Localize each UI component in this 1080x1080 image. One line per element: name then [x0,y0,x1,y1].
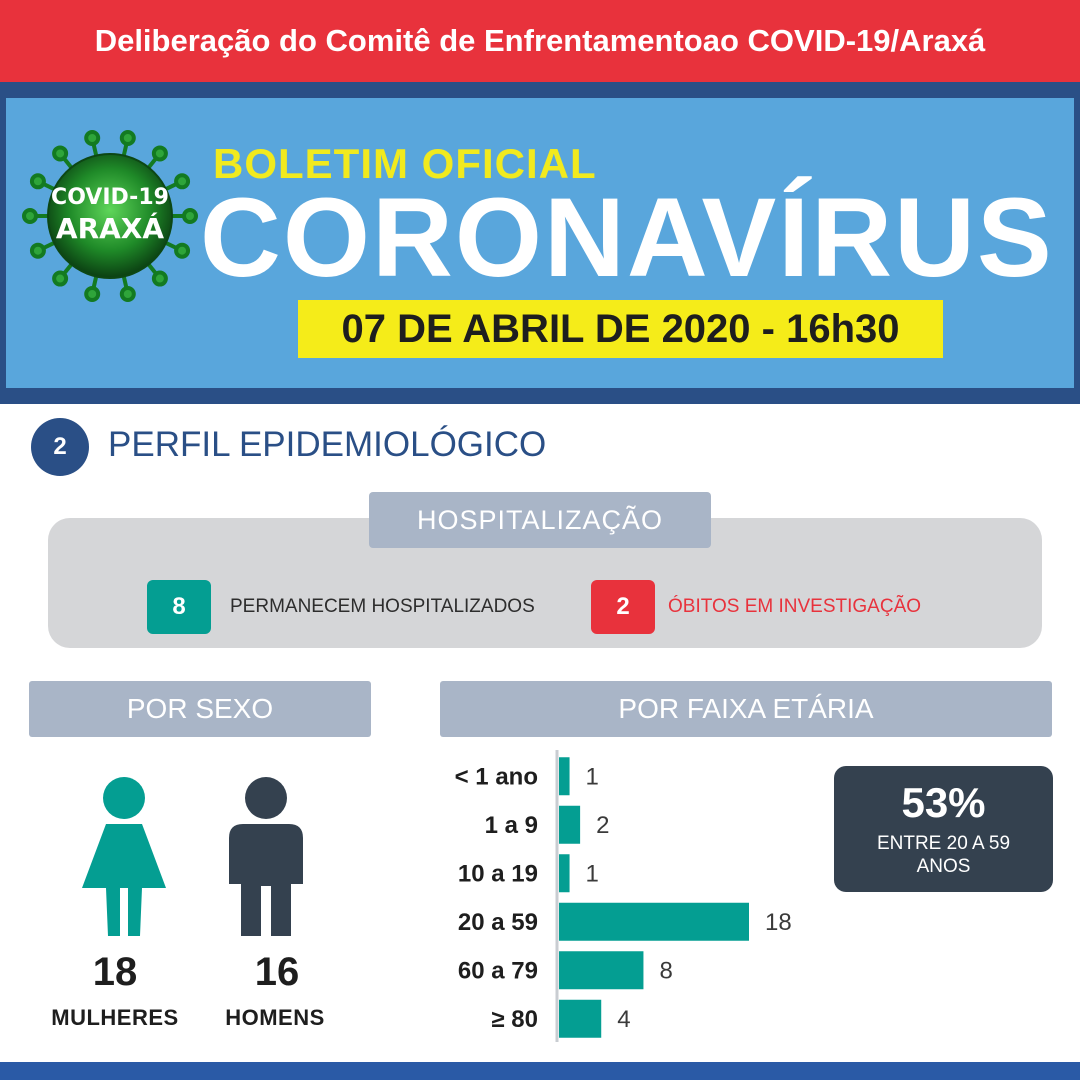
woman-icon [80,776,168,936]
bulletin-subtitle: BOLETIM OFICIAL [213,140,597,187]
age-value-label: 8 [659,957,673,985]
age-category-label: 10 a 19 [457,860,538,888]
badge-line-1: COVID-19 [51,185,169,210]
bulletin-title: CORONAVÍRUS [200,175,1054,300]
age-bar [559,1000,601,1038]
by-sex-heading: POR SEXO [29,681,371,737]
footer-bar [0,1062,1080,1080]
age-highlight-text: ENTRE 20 A 59 ANOS [876,833,1011,878]
age-bar [559,903,749,941]
age-bar-chart [430,750,830,1050]
hospitalization-heading: HOSPITALIZAÇÃO [369,492,711,548]
hospitalized-count: 8 [147,580,211,634]
age-bar [559,757,570,795]
women-count: 18 [92,950,138,994]
age-category-label: ≥ 80 [491,1005,538,1033]
men-label: HOMENS [225,1005,325,1030]
age-value-label: 4 [617,1005,631,1033]
age-highlight-value: 53% [901,779,986,826]
age-bar [559,806,580,844]
deaths-label: ÓBITOS EM INVESTIGAÇÃO [668,596,922,617]
section-number-badge: 2 [31,418,89,476]
virus-icon [20,126,200,306]
age-highlight-box [834,766,1053,892]
hospitalized-label: PERMANECEM HOSPITALIZADOS [230,596,535,617]
deaths-count: 2 [591,580,655,634]
women-label: MULHERES [51,1005,179,1030]
age-bar [559,951,643,989]
age-bar [559,854,570,892]
badge-line-2: ARAXÁ [55,212,165,245]
age-category-label: 20 a 59 [457,908,538,936]
age-category-label: 1 a 9 [484,811,538,839]
age-value-label: 18 [765,908,792,936]
age-value-label: 2 [596,811,610,839]
age-category-label: 60 a 79 [457,957,538,985]
men-count: 16 [254,950,300,994]
man-icon [225,776,307,936]
age-value-label: 1 [585,860,599,888]
bulletin-date: 07 DE ABRIL DE 2020 - 16h30 [298,300,943,358]
by-age-heading: POR FAIXA ETÁRIA [440,681,1052,737]
section-title: PERFIL EPIDEMIOLÓGICO [108,425,547,464]
age-category-label: < 1 ano [454,763,538,791]
age-value-label: 1 [585,763,599,791]
top-title-bar: Deliberação do Comitê de Enfrentamentoao COVID-19/Araxá [0,0,1080,82]
